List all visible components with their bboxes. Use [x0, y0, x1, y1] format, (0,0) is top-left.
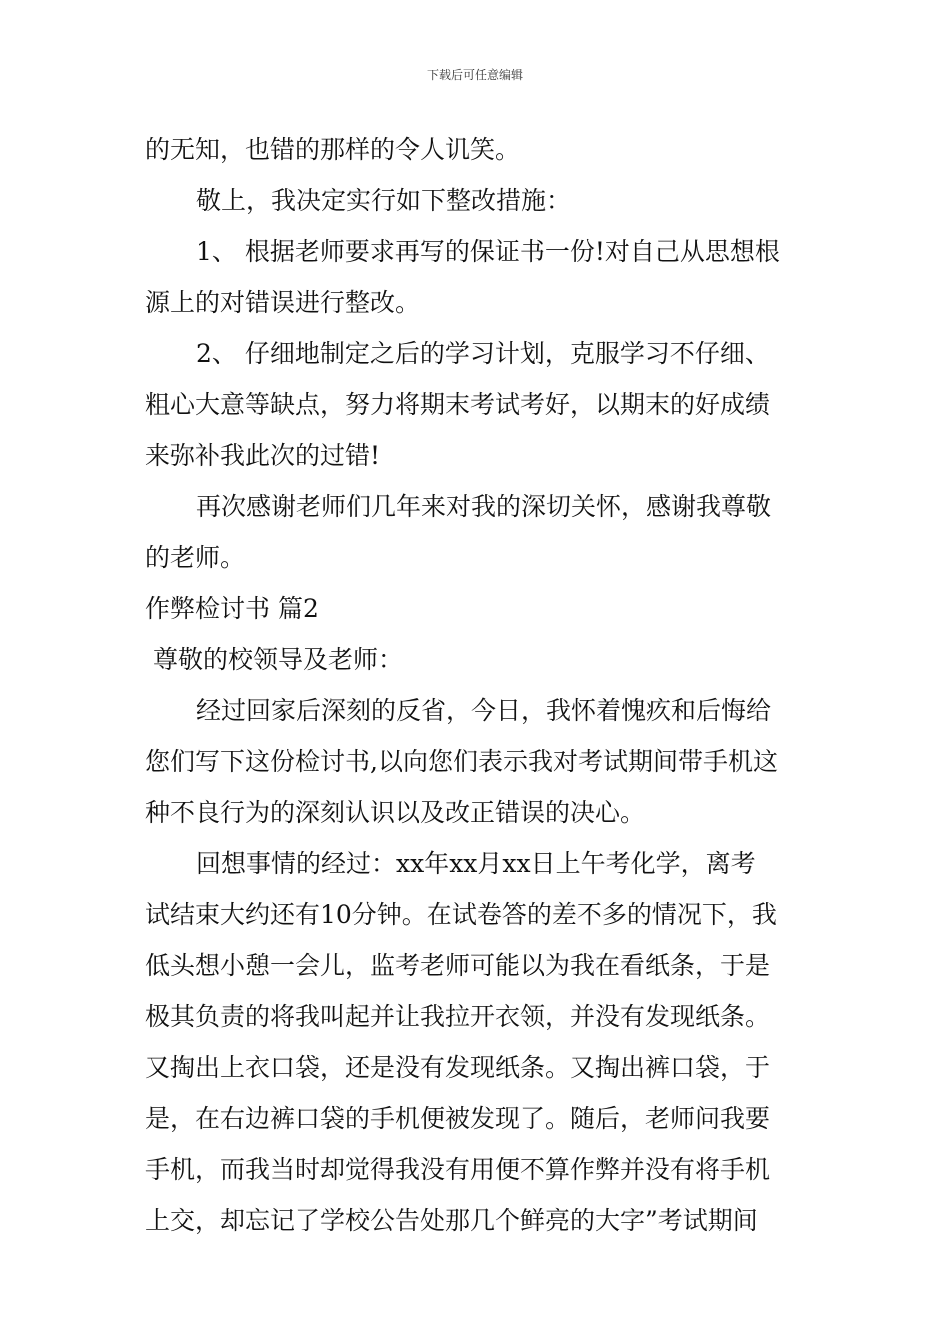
text-line: 的老师。: [145, 543, 246, 572]
text-line: 经过回家后深刻的反省，今日，我怀着愧疚和后悔给: [196, 696, 772, 725]
text-line: 种不良行为的深刻认识以及改正错误的决心。: [145, 798, 646, 827]
text-line: 极其负责的将我叫起并让我拉开衣领，并没有发现纸条。: [145, 1002, 771, 1031]
text-line: 是，在右边裤口袋的手机便被发现了。随后，老师问我要: [145, 1104, 771, 1133]
section-heading: 作弊检讨书 篇2: [145, 594, 319, 623]
text-line: 回想事情的经过：xx年xx月xx日上午考化学，离考: [196, 849, 756, 878]
text-line: 您们写下这份检讨书,以向您们表示我对考试期间带手机这: [145, 747, 778, 776]
text-line: 再次感谢老师们几年来对我的深切关怀，感谢我尊敬: [196, 492, 772, 521]
text-line: 手机，而我当时却觉得我没有用便不算作弊并没有将手机: [145, 1155, 771, 1184]
list-item-1: 1、 根据老师要求再写的保证书一份!对自己从思想根: [196, 237, 780, 266]
page-header: 下载后可任意编辑: [426, 68, 523, 82]
text-line: 试结束大约还有10分钟。在试卷答的差不多的情况下，我: [145, 900, 777, 929]
text-line: 又掏出上衣口袋，还是没有发现纸条。又掏出裤口袋，于: [145, 1053, 771, 1082]
text-line: 敬上，我决定实行如下整改措施：: [196, 186, 572, 215]
text-line: 源上的对错误进行整改。: [145, 288, 421, 317]
text-line: 粗心大意等缺点，努力将期末考试考好，以期末的好成绩: [145, 390, 771, 419]
document-body: [145, 124, 810, 1246]
text-line: 的无知，也错的那样的令人讥笑。: [145, 135, 521, 164]
text-line: 低头想小憩一会儿，监考老师可能以为我在看纸条，于是: [145, 951, 771, 980]
list-item-2: 2、 仔细地制定之后的学习计划，克服学习不仔细、: [196, 339, 770, 368]
text-line: 来弥补我此次的过错!: [145, 441, 381, 470]
text-line: 上交，却忘记了学校公告处那几个鲜亮的大字”考试期间: [145, 1206, 758, 1235]
salutation: 尊敬的校领导及老师：: [153, 645, 404, 674]
